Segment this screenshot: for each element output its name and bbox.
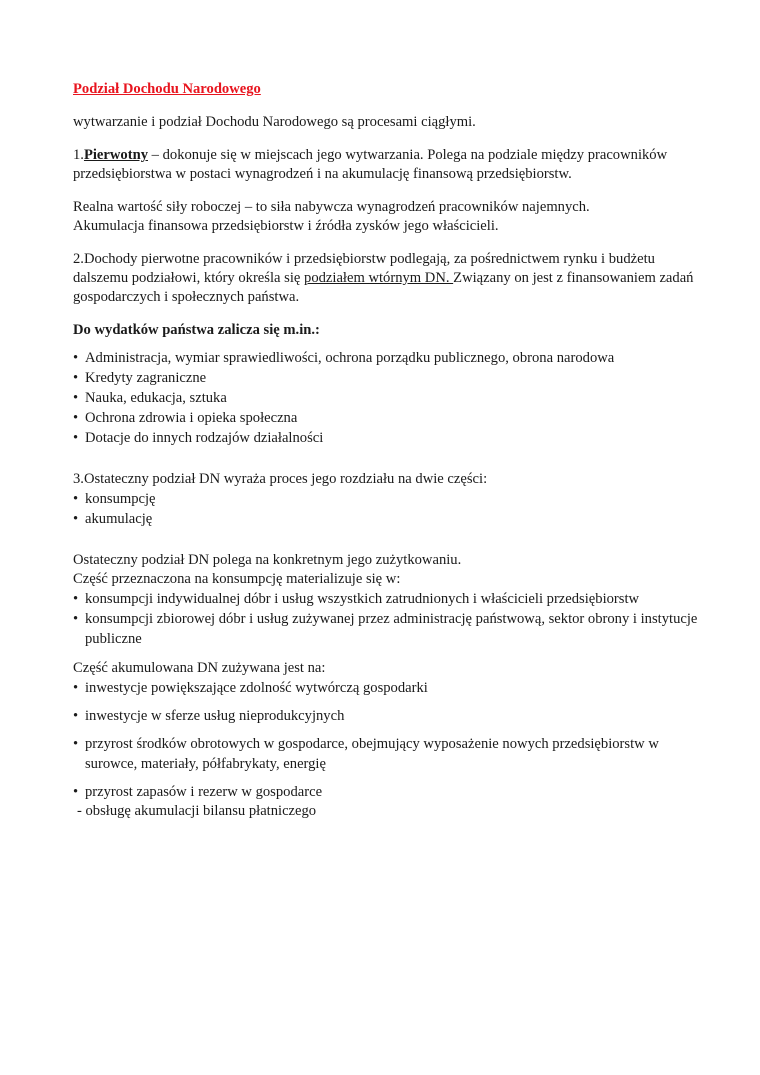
section-2-after: Związany on jest z finansowaniem zadań gospodarczych i społecznych państwa.: [73, 270, 694, 305]
akumulowana-heading: Część akumulowana DN zużywana jest na:: [73, 660, 326, 676]
section-3-paragraph: 3.Ostateczny podział DN wyraża proces jego rozdziału na dwie części:: [73, 471, 488, 487]
dash-item: - obsługę akumulacji bilansu płatniczego: [77, 803, 317, 819]
list-item: • przyrost zapasów i rezerw w gospodarce: [73, 782, 698, 802]
section-2-underlined: podziałem wtórnym DN.: [304, 270, 454, 286]
list-item: • Kredyty zagraniczne: [73, 368, 698, 388]
realna-line-1: Realna wartość siły roboczej – to siła nabywcza wynagrodzeń pracowników najemnych.: [73, 199, 590, 215]
list-item: • konsumpcję: [73, 489, 698, 509]
list-item: • akumulację: [73, 509, 698, 529]
list-item: • inwestycje powiększające zdolność wytwórczą gospodarki: [73, 678, 698, 698]
list-item: • Ochrona zdrowia i opieka społeczna: [73, 408, 698, 428]
akumulowana-list: [73, 678, 698, 802]
list-item: • Administracja, wymiar sprawiedliwości, ochrona porządku publicznego, obrona narodowa: [73, 348, 698, 368]
list-item: • Nauka, edukacja, sztuka: [73, 388, 698, 408]
list-item: • konsumpcji zbiorowej dóbr i usług zużywanej przez administrację państwową, sektor obrony i instytucje publiczne: [73, 609, 698, 649]
section-3-list: [73, 489, 698, 529]
section-2-before: 2.Dochody pierwotne pracowników i przedsiębiorstw podlegają, za pośrednictwem rynku i budżetu dalszemu podziałowi, który określa się: [73, 251, 655, 286]
section-2-paragraph: [73, 250, 698, 307]
list-item: • inwestycje w sferze usług nieprodukcyjnych: [73, 706, 698, 726]
section-1-paragraph: [73, 146, 698, 184]
wydatki-heading: Do wydatków państwa zalicza się m.in.:: [73, 322, 320, 338]
list-item: • przyrost środków obrotowych w gospodarce, obejmujący wyposażenie nowych przedsiębiorstw w surowce, materiały, półfabrykaty, energię: [73, 734, 698, 774]
list-item: • konsumpcji indywidualnej dóbr i usług wszystkich zatrudnionych i właścicieli przedsiębiorstw: [73, 589, 698, 609]
section-1-number: 1.: [73, 147, 84, 163]
ostateczny-line-1: Ostateczny podział DN polega na konkretnym jego zużytkowaniu.: [73, 552, 462, 568]
document-title: Podział Dochodu Narodowego: [73, 81, 261, 97]
wydatki-list: [73, 348, 698, 448]
realna-paragraph: [73, 198, 698, 236]
konsumpcja-list: [73, 589, 698, 649]
realna-line-2: Akumulacja finansowa przedsiębiorstw i źródła zysków jego właścicieli.: [73, 218, 499, 234]
document-page: [73, 80, 698, 821]
section-1-keyword: Pierwotny: [83, 147, 148, 163]
ostateczny-line-2: Część przeznaczona na konsumpcję materializuje się w:: [73, 571, 401, 587]
section-1-text: – dokonuje się w miejscach jego wytwarzania. Polega na podziale między pracowników przedsiębiorstwa w postaci wynagrodzeń i na akumulację finansową przedsiębiorstw.: [73, 147, 668, 182]
list-item: • Dotacje do innych rodzajów działalności: [73, 428, 698, 448]
intro-paragraph: wytwarzanie i podział Dochodu Narodowego są procesami ciągłymi.: [73, 114, 476, 130]
